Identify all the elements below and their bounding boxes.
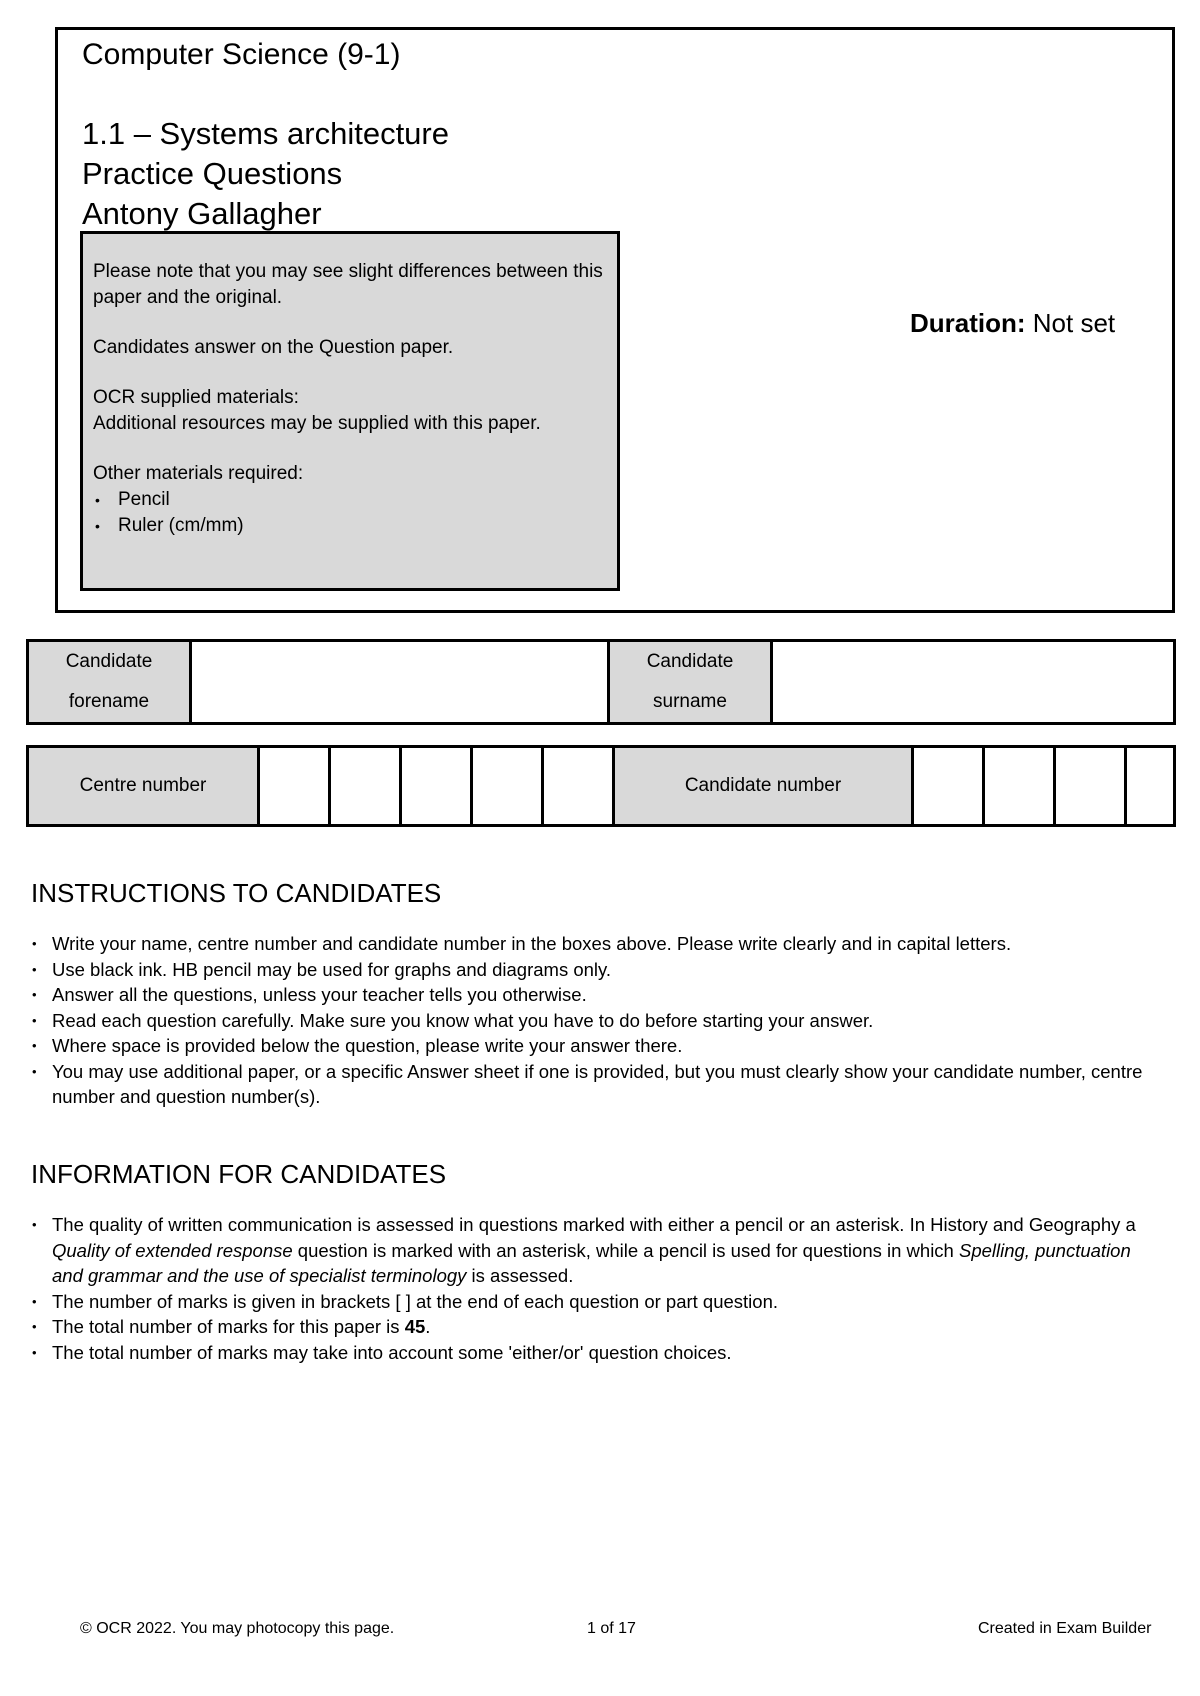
list-item: • Read each question carefully. Make sure you know what you have to do before starting your answer.: [31, 1008, 1156, 1034]
qwc-text-3: is assessed.: [466, 1265, 574, 1286]
forename-label: Candidate forename: [28, 641, 191, 724]
surname-label: Candidate surname: [609, 641, 772, 724]
list-item: • The number of marks is given in brackets [ ] at the end of each question or part question.: [31, 1289, 1156, 1315]
candidate-name-table: [26, 639, 1176, 725]
surname-field[interactable]: [772, 641, 1175, 724]
list-item: • Answer all the questions, unless your teacher tells you otherwise.: [31, 982, 1156, 1008]
centre-digit-box[interactable]: [401, 747, 472, 826]
other-materials-list: [93, 487, 607, 539]
centre-digit-box[interactable]: [472, 747, 543, 826]
topic-title: 1.1 – Systems architecture: [82, 116, 449, 151]
instructions-list: [31, 931, 1156, 1110]
footer-page-number: 1 of 17: [587, 1620, 636, 1637]
other-materials-heading: Other materials required:: [93, 463, 304, 484]
duration: [910, 308, 1115, 339]
candidate-digit-box[interactable]: [1055, 747, 1126, 826]
footer-created: Created in Exam Builder: [978, 1620, 1152, 1637]
list-item: [31, 1212, 1156, 1289]
forename-field[interactable]: [191, 641, 609, 724]
list-item: • Use black ink. HB pencil may be used for graphs and diagrams only.: [31, 957, 1156, 983]
total-marks-prefix: The total number of marks for this paper is: [52, 1316, 405, 1337]
qwc-emphasis-1: Quality of extended response: [52, 1239, 293, 1261]
list-item: [31, 1314, 1156, 1340]
centre-digit-box[interactable]: [259, 747, 330, 826]
note-answer-on-paper: Candidates answer on the Question paper.: [93, 337, 454, 358]
author-name: Antony Gallagher: [82, 196, 322, 231]
list-item: • The total number of marks may take into account some 'either/or' question choices.: [31, 1340, 1156, 1366]
footer-copyright: © OCR 2022. You may photocopy this page.: [80, 1620, 395, 1637]
supplied-text: Additional resources may be supplied with this paper.: [93, 413, 541, 434]
total-marks-suffix: .: [425, 1316, 431, 1337]
candidate-digit-box[interactable]: [913, 747, 984, 826]
list-item: • Ruler (cm/mm): [93, 513, 607, 539]
list-item: • Write your name, centre number and candidate number in the boxes above. Please write clearly and in capital letters.: [31, 931, 1156, 957]
information-list: [31, 1212, 1156, 1365]
subject-title: Computer Science (9-1): [82, 38, 401, 71]
paper-subtitle: Practice Questions: [82, 156, 343, 191]
duration-value: Not set: [1032, 308, 1116, 338]
centre-digit-box[interactable]: [543, 747, 614, 826]
supplied-materials: [93, 385, 607, 437]
qwc-emphasis-2: Spelling, punctuation and grammar and the use of specialist terminology: [52, 1239, 1131, 1286]
list-item: • Pencil: [93, 487, 607, 513]
list-item: • Where space is provided below the question, please write your answer there.: [31, 1033, 1156, 1059]
qwc-text-1: The quality of written communication is assessed in questions marked with either a pencil or an asterisk. In History and Geography a: [52, 1214, 1136, 1235]
supplied-heading: OCR supplied materials:: [93, 387, 299, 408]
cover-header-box: [55, 27, 1175, 613]
candidate-number-table: [26, 745, 1176, 827]
information-heading: INFORMATION FOR CANDIDATES: [31, 1159, 447, 1189]
centre-number-label: Centre number: [28, 747, 259, 826]
qwc-text-2: question is marked with an asterisk, while a pencil is used for questions in which: [292, 1239, 959, 1261]
candidate-digit-box[interactable]: [984, 747, 1055, 826]
duration-label: Duration:: [910, 308, 1026, 338]
candidate-digit-box[interactable]: [1126, 747, 1175, 826]
centre-digit-box[interactable]: [330, 747, 401, 826]
instructions-heading: INSTRUCTIONS TO CANDIDATES: [31, 878, 442, 908]
candidate-number-label: Candidate number: [614, 747, 913, 826]
total-marks-value: 45: [404, 1316, 426, 1337]
notes-panel: [80, 231, 620, 591]
list-item: • You may use additional paper, or a specific Answer sheet if one is provided, but you must clearly show your candidate number, centre number and question number(s).: [31, 1059, 1156, 1110]
note-differences: Please note that you may see slight differences between this paper and the original.: [93, 261, 603, 308]
